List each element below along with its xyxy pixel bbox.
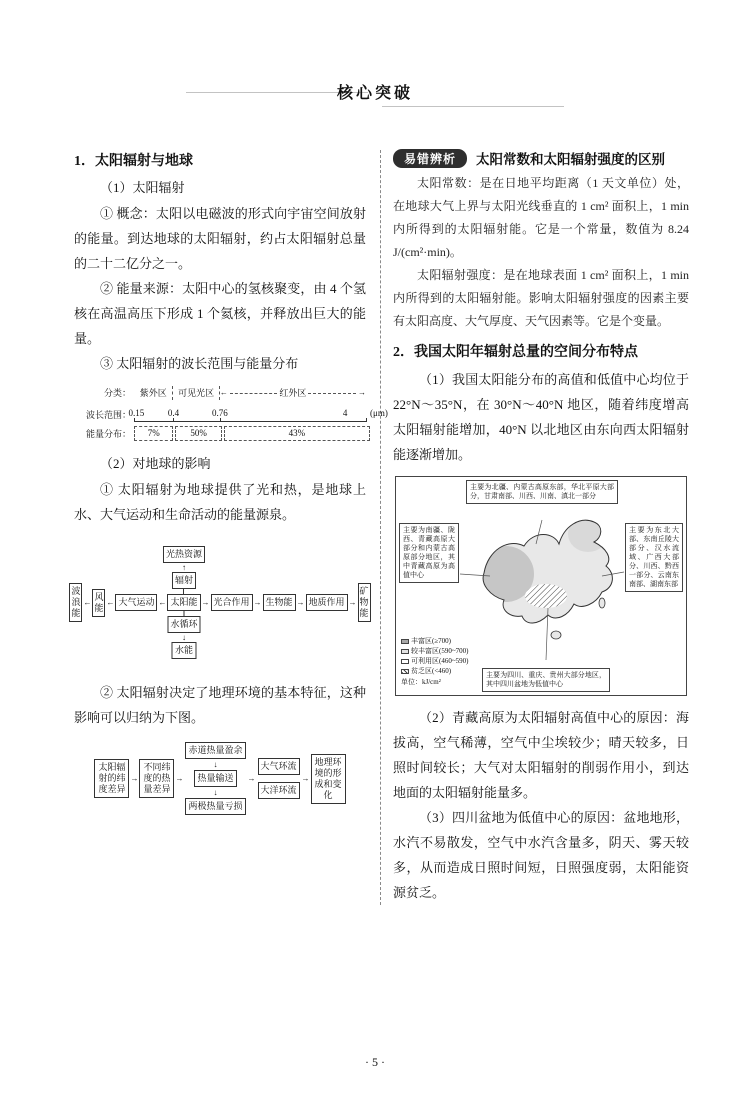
- subheading-solar-radiation: （1）太阳辐射: [100, 180, 185, 195]
- heat-transfer-cluster: [185, 742, 245, 815]
- solar-energy-flow-diagram: [71, 533, 369, 674]
- arrow-left-icon: ←: [83, 597, 92, 607]
- geo-environment-flow-diagram: [74, 742, 366, 815]
- arrow-right-icon: →: [358, 388, 366, 397]
- box-atmospheric-circulation: 大气环流: [258, 758, 300, 775]
- map-callout-top: 主要为北疆、内蒙古高原东部，华北平原大部分，甘肃南部、川西、川南、滇北一部分: [466, 480, 618, 504]
- paragraph-distribution: （1）我国太阳能分布的高值和低值中心均位于 22°N～35°N，在 30°N～40°N 地区，随着纬度增高太阳辐射能增加，40°N 以北地区由东向西太阳辐射能逐渐增加。: [393, 372, 689, 462]
- spectrum-axis: [128, 404, 388, 422]
- spectrum-row-label-class: 分类：: [103, 388, 131, 398]
- box-heat-difference: 不同纬度的热量差异: [139, 759, 174, 798]
- arrow-down-icon: ↓: [213, 788, 218, 797]
- axis-tick: 0.15: [128, 408, 145, 418]
- legend-item-fairly-rich: 较丰富区(590~700): [401, 646, 468, 656]
- box-photosynthesis: 光合作用: [211, 594, 253, 611]
- tick-mark: [173, 418, 174, 422]
- page-title: 核心突破: [336, 85, 414, 102]
- legend-item-usable: 可利用区(460~590): [401, 656, 468, 666]
- wavelength-energy-diagram: [76, 386, 388, 441]
- region-infrared: [220, 386, 366, 400]
- dashed-line: [230, 393, 278, 394]
- legend-unit: 单位：kJ/cm²: [401, 678, 441, 686]
- region-visible: 可见光区: [173, 386, 219, 400]
- circulation-pair: [258, 758, 300, 799]
- legend-swatch-rich: [401, 639, 409, 644]
- tick-mark: [220, 418, 221, 422]
- map-callout-right: 主要为东北大部、东南丘陵大部分、汉水流域、广西大部分、川西、黔西一部分、云南东南部、湖南东部: [625, 523, 683, 592]
- error-analysis-badge: 易错辨析: [393, 149, 467, 168]
- box-latitude-difference: 太阳辐射的纬度差异: [94, 759, 129, 798]
- flow1-main-row: [71, 549, 369, 655]
- box-atmosphere-motion: 大气运动: [115, 594, 157, 611]
- error-analysis-header: [393, 148, 689, 168]
- two-column-layout: [0, 130, 750, 905]
- arrow-left-icon: ←: [106, 597, 115, 607]
- paragraph-effect1: ① 太阳辐射为地球提供了光和热，是地球上水、大气运动和生命活动的能量源泉。: [74, 482, 366, 522]
- dashed-line: [308, 393, 356, 394]
- legend-swatch-fairly-rich: [401, 649, 409, 654]
- box-equator-surplus: 赤道热量盈余: [185, 742, 245, 759]
- percent-visible: 50%: [175, 426, 221, 441]
- header-rule-right: [382, 106, 564, 107]
- legend-item-poor: 贫乏区(<460): [401, 666, 468, 676]
- tick-mark: [366, 418, 367, 422]
- box-radiation: 辐射: [172, 572, 196, 589]
- box-water-cycle: 水循环: [167, 616, 200, 633]
- arrow-right-icon: →: [296, 597, 305, 607]
- section1-title: 1．太阳辐射与地球: [74, 154, 193, 169]
- legend-item-rich: 丰富区(≥700): [401, 636, 468, 646]
- page-number: · 5 ·: [365, 1055, 385, 1069]
- arrow-down-icon: ↓: [181, 633, 186, 642]
- arrow-right-icon: →: [130, 773, 139, 783]
- note-solar-constant: 太阳常数：是在日地平均距离（1 天文单位）处，在地球大气上界与太阳光线垂直的 1 cm² 面积上，1 min 内所得到的太阳辐射能。它是一个常量，数值为 8.24 J/(cm²·min)。: [393, 176, 689, 259]
- paragraph-sichuan-reason: （3）四川盆地为低值中心的原因：盆地地形，水汽不易散发，空气中水汽含量多，阴天、雾天较多，从而造成日照时间短，日照强度弱，太阳能资源贫乏。: [393, 810, 689, 900]
- subheading-earth-effects: （2）对地球的影响: [100, 456, 211, 471]
- flow1-top-stack: [163, 546, 205, 594]
- paragraph-effect2: ② 太阳辐射决定了地理环境的基本特征，这种影响可以归纳为下图。: [74, 685, 366, 725]
- axis-tick: 0.4: [167, 408, 180, 418]
- box-polar-deficit: 两极热量亏损: [185, 798, 245, 815]
- arrow-up-icon: ↑: [181, 563, 186, 572]
- arrow-right-icon: →: [301, 773, 310, 783]
- sun-energy-cluster: [165, 549, 202, 655]
- arrow-right-icon: →: [201, 597, 210, 607]
- box-solar-energy: 太阳能: [167, 594, 200, 611]
- column-divider: [380, 150, 381, 905]
- axis-tick: 0.76: [211, 408, 228, 418]
- right-column: [393, 148, 689, 905]
- box-geologic-action: 地质作用: [306, 594, 348, 611]
- box-bio-energy: 生物能: [263, 594, 296, 611]
- arrow-left-icon: ←: [219, 388, 228, 397]
- map-callout-bottom: 主要为四川、重庆、贵州大部分地区，其中四川盆地为低值中心: [482, 668, 610, 692]
- map-callout-left: 主要为南疆、陇西、青藏高原大部分和内蒙古高原部分地区，其中青藏高原为高值中心: [399, 523, 459, 583]
- paragraph-concept: ① 概念：太阳以电磁波的形式向宇宙空间放射的能量。到达地球的太阳辐射，约占太阳辐射总量的二十二亿分之一。: [74, 206, 366, 271]
- legend-swatch-poor: [401, 669, 409, 674]
- arrow-left-icon: ←: [158, 597, 167, 607]
- textbook-page: [0, 66, 750, 1069]
- axis-unit: (μm): [370, 408, 388, 418]
- map-legend: [401, 636, 468, 687]
- tick-mark: [134, 418, 135, 422]
- arrow-right-icon: →: [175, 773, 184, 783]
- spectrum-regions-row: [134, 386, 366, 400]
- box-wind-energy: 风能: [92, 589, 105, 617]
- connector-line: [183, 589, 184, 594]
- left-column: [71, 148, 388, 905]
- box-wave-energy: 波浪能: [69, 583, 82, 622]
- flow2-main-row: [74, 742, 366, 815]
- arrow-down-icon: ↓: [213, 760, 218, 769]
- arrow-right-icon: →: [247, 773, 256, 783]
- paragraph-energy-source: ② 能量来源：太阳中心的氢核聚变，由 4 个氢核在高温高压下形成 1 个氦核，并释放出巨大的能量。: [74, 281, 366, 346]
- legend-swatch-usable: [401, 659, 409, 664]
- axis-tick: 4: [342, 408, 348, 418]
- box-mineral-energy: 矿物能: [358, 583, 371, 622]
- china-solar-radiation-map: [395, 476, 687, 696]
- percent-uv: 7%: [134, 426, 173, 441]
- spectrum-row-label-range: 波长范围：: [85, 410, 131, 420]
- error-analysis-title: 太阳常数和太阳辐射强度的区别: [476, 152, 666, 167]
- page-header: [0, 66, 750, 130]
- box-light-heat-resource: 光热资源: [163, 546, 205, 563]
- box-hydro-energy: 水能: [172, 642, 196, 659]
- percent-infrared: 43%: [224, 426, 370, 441]
- spectrum-percents-row: [134, 426, 366, 441]
- region-ultraviolet: 紫外区: [134, 386, 173, 400]
- spectrum-row-label-energy: 能量分布：: [85, 429, 131, 439]
- arrow-right-icon: →: [253, 597, 262, 607]
- region-infrared-label: 红外区: [279, 388, 307, 398]
- note-radiation-intensity: 太阳辐射强度：是在地球表面 1 cm² 面积上，1 min 内所得到的太阳辐射能。影响太阳辐射强度的因素主要有太阳高度、大气厚度、天气因素等。它是个变量。: [393, 268, 689, 328]
- paragraph-qinghai-reason: （2）青藏高原为太阳辐射高值中心的原因：海拔高，空气稀薄，空气中尘埃较少；晴天较多，日照时间较长；大气对太阳辐射的削弱作用小，到达地面的太阳辐射能量多。: [393, 710, 689, 800]
- flow1-bottom-stack: [167, 611, 200, 659]
- arrow-right-icon: →: [348, 597, 357, 607]
- box-heat-transfer: 热量输送: [194, 770, 236, 787]
- box-ocean-circulation: 大洋环流: [258, 782, 300, 799]
- section2-title: 2．我国太阳年辐射总量的空间分布特点: [393, 345, 638, 360]
- box-geo-environment-result: 地理环境的形成和变化: [311, 754, 346, 804]
- paragraph-wavelength-intro: ③ 太阳辐射的波长范围与能量分布: [100, 356, 299, 371]
